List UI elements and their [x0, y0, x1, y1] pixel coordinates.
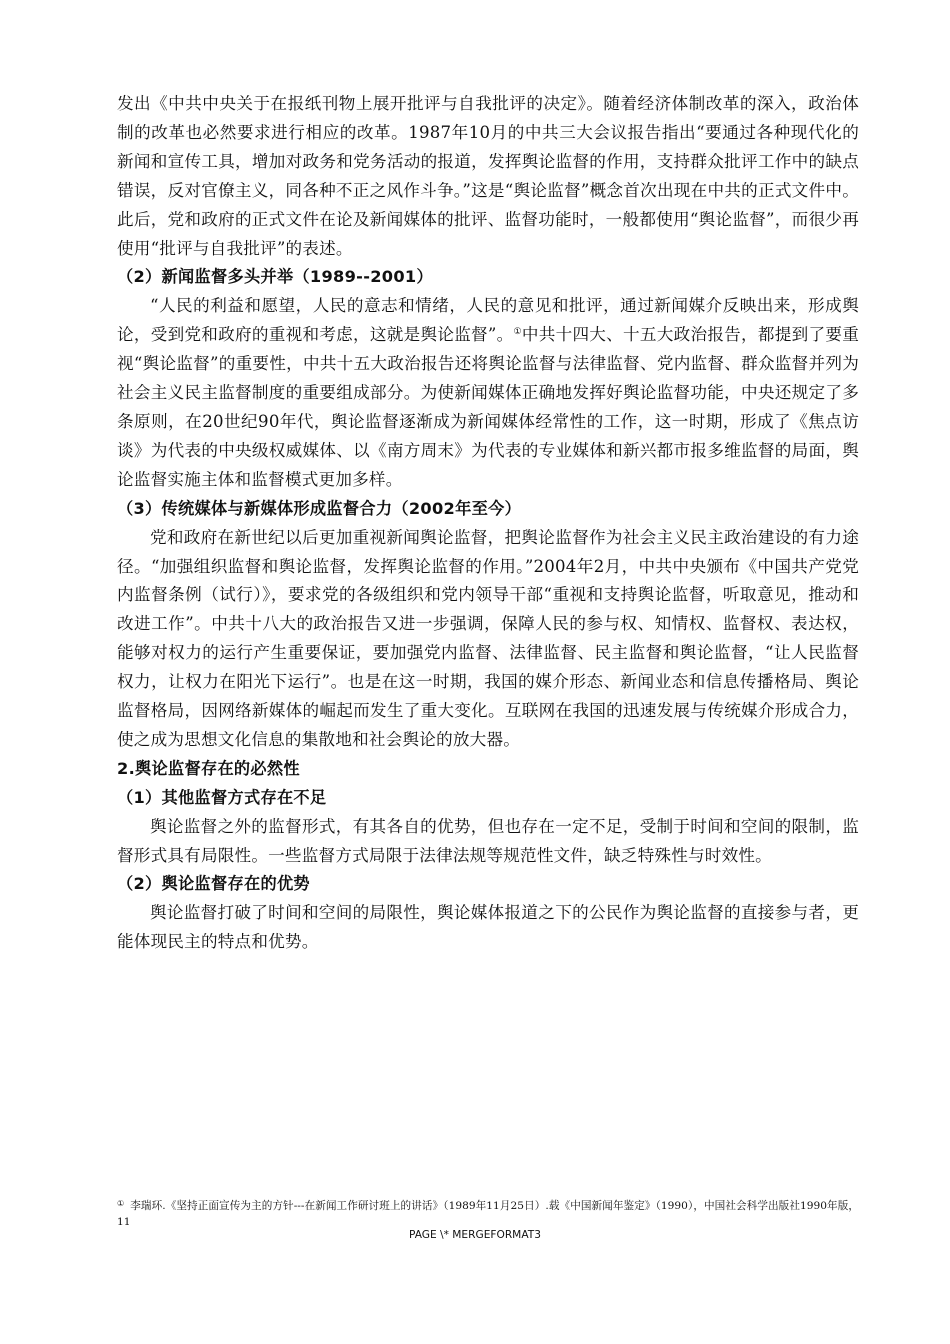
footnote-reference[interactable]: ① [513, 327, 522, 338]
section-heading: （2）舆论监督存在的优势 [117, 874, 310, 894]
paragraph: 舆论监督打破了时间和空间的局限性，舆论媒体报道之下的公民作为舆论监督的直接参与者，更能体现民主的特点和优势。 [117, 903, 859, 952]
paragraph-text: “人民的利益和愿望，人民的意志和情绪，人民的意见和批评，通过新闻媒介反映出来，形成舆论，受到党和政府的重视和考虑，这就是舆论监督”。 [117, 296, 859, 345]
section-heading: （3）传统媒体与新媒体形成监督合力（2002年至今） [117, 498, 522, 518]
section-heading: （2）新闻监督多头并举（1989--2001） [117, 267, 433, 287]
page-number-field: PAGE \* MERGEFORMAT3 [409, 1229, 541, 1241]
paragraph: 舆论监督之外的监督形式，有其各自的优势，但也存在一定不足，受制于时间和空间的限制，监督形式具有局限性。一些监督方式局限于法律法规等规范性文件，缺乏特殊性与时效性。 [117, 816, 859, 865]
footnote-mark: ① [117, 1199, 125, 1208]
footnote [117, 1196, 859, 1230]
paragraph [117, 292, 859, 494]
paragraph-continued: 发出《中共中央关于在报纸刊物上展开批评与自我批评的决定》。随着经济体制改革的深入，政治体制的改革也必然要求进行相应的改革。1987年10月的中共三大会议报告指出“要通过各种现代化的新闻和宣传工具，增加对政务和党务活动的报道，发挥舆论监督的作用，支持群众批评工作中的缺点错误，反对官僚主义，同各种不正之风作斗争。”这是“舆论监督”概念首次出现在中共的正式文件中。此后，党和政府的正式文件在论及新闻媒体的批评、监督功能时，一般都使用“舆论监督”，而很少再使用“批评与自我批评”的表述。 [117, 94, 859, 258]
paragraph: 党和政府在新世纪以后更加重视新闻舆论监督，把舆论监督作为社会主义民主政治建设的有力途径。“加强组织监督和舆论监督，发挥舆论监督的作用。”2004年2月，中共中央颁布《中国共产党党内监督条例（试行）》，要求党的各级组织和党内领导干部“重视和支持舆论监督，听取意见，推动和改进工作”。中共十八大的政治报告又进一步强调，保障人民的参与权、知情权、监督权、表达权，能够对权力的运行产生重要保证，要加强党内监督、法律监督、民主监督和舆论监督，“让人民监督权力，让权力在阳光下运行”。也是在这一时期，我国的媒介形态、新闻业态和信息传播格局、舆论监督格局，因网络新媒体的崛起而发生了重大变化。互联网在我国的迅速发展与传统媒介形成合力，使之成为思想文化信息的集散地和社会舆论的放大器。 [117, 527, 859, 749]
document-body [117, 90, 859, 957]
section-heading: （1）其他监督方式存在不足 [117, 787, 327, 807]
paragraph-text: 中共十四大、十五大政治报告，都提到了要重视“舆论监督”的重要性，中共十五大政治报告还将舆论监督与法律监督、党内监督、群众监督并列为社会主义民主监督制度的重要组成部分。为使新闻媒体正确地发挥好舆论监督功能，中央还规定了多条原则，在20世纪90年代，舆论监督逐渐成为新闻媒体经常性的工作，这一时期，形成了《焦点访谈》为代表的中央级权威媒体、以《南方周末》为代表的专业媒体和新兴都市报多维监督的局面，舆论监督实施主体和监督模式更加多样。 [117, 325, 859, 489]
section-heading: 2.舆论监督存在的必然性 [117, 758, 300, 778]
footnote-text: 李瑞环.《坚持正面宣传为主的方针---在新闻工作研讨班上的讲话》（1989年11月25日）.载《中国新闻年鉴定》（1990），中国社会科学出版社1990年版，11 [117, 1200, 859, 1228]
